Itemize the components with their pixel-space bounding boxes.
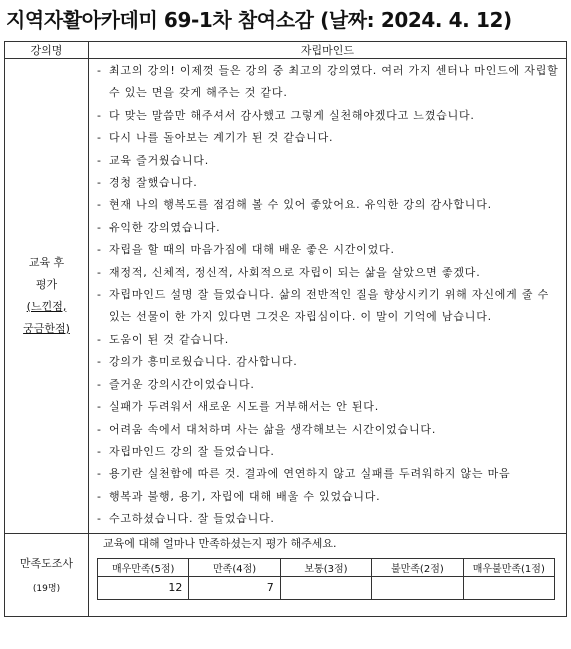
comments-cell bbox=[89, 59, 567, 534]
score-value: 12 bbox=[98, 576, 189, 599]
score-header-row bbox=[98, 558, 555, 576]
satisfaction-label-cell bbox=[5, 533, 89, 616]
score-value bbox=[280, 576, 371, 599]
satisfaction-label: 만족도조사 bbox=[19, 557, 74, 571]
feedback-table bbox=[4, 41, 567, 617]
comment-item: - 다시 나를 돌아보는 계기가 된 것 같습니다. bbox=[95, 127, 560, 149]
score-header: 불만족(2점) bbox=[372, 558, 463, 576]
comment-item: - 교육 즐거웠습니다. bbox=[95, 150, 560, 172]
comment-item: - 다 맞는 말씀만 해주셔서 감사했고 그렇게 실천해야겠다고 느꼈습니다. bbox=[95, 105, 560, 127]
evaluation-row bbox=[5, 59, 567, 534]
comment-item: - 실패가 두려워서 새로운 시도를 거부해서는 안 된다. bbox=[95, 396, 560, 418]
satisfaction-row bbox=[5, 533, 567, 616]
score-value-row bbox=[98, 576, 555, 599]
score-value bbox=[372, 576, 463, 599]
column-header-lecture: 강의명 bbox=[5, 42, 89, 59]
comment-item: - 용기란 실천함에 따른 것. 결과에 연연하지 않고 실패를 두려워하지 않는 마음 bbox=[95, 463, 560, 485]
column-header-topic: 자립마인드 bbox=[89, 42, 567, 59]
evaluation-label bbox=[5, 59, 89, 534]
comment-item: - 재정적, 신체적, 정신적, 사회적으로 자립이 되는 삶을 살았으면 좋겠다. bbox=[95, 262, 560, 284]
comments-list bbox=[95, 60, 560, 531]
score-header: 매우만족(5점) bbox=[98, 558, 189, 576]
comment-item: - 어려움 속에서 대처하며 사는 삶을 생각해보는 시간이었습니다. bbox=[95, 419, 560, 441]
score-header: 만족(4점) bbox=[189, 558, 280, 576]
satisfaction-cell bbox=[89, 533, 567, 616]
evaluation-label-line: (느낀점, bbox=[26, 299, 67, 313]
score-table bbox=[97, 558, 555, 600]
respondent-count: (19명) bbox=[32, 584, 61, 595]
evaluation-label-line: 평가 bbox=[35, 277, 58, 291]
comment-item: - 강의가 흥미로웠습니다. 감사합니다. bbox=[95, 351, 560, 373]
comment-item: - 자립마인드 강의 잘 들었습니다. bbox=[95, 441, 560, 463]
score-header: 매우불만족(1점) bbox=[463, 558, 554, 576]
comment-item: - 즐거운 강의시간이었습니다. bbox=[95, 374, 560, 396]
comment-item: - 현재 나의 행복도를 점검해 볼 수 있어 좋았어요. 유익한 강의 감사합니다. bbox=[95, 194, 560, 216]
score-value: 7 bbox=[189, 576, 280, 599]
satisfaction-question: 교육에 대해 얼마나 만족하셨는지 평가 해주세요. bbox=[103, 536, 337, 550]
comment-item: - 수고하셨습니다. 잘 들었습니다. bbox=[95, 508, 560, 530]
comment-item: - 유익한 강의였습니다. bbox=[95, 217, 560, 239]
page-title: 지역자활아카데미 69-1차 참여소감 (날짜: 2024. 4. 12) bbox=[6, 8, 512, 32]
comment-item: - 최고의 강의! 이제껏 들은 강의 중 최고의 강의였다. 여러 가지 센터나 마인드에 자립할 수 있는 면을 갖게 해주는 것 같다. bbox=[95, 60, 560, 105]
table-header-row bbox=[5, 42, 567, 59]
score-header: 보통(3점) bbox=[280, 558, 371, 576]
comment-item: - 도움이 된 것 같습니다. bbox=[95, 329, 560, 351]
evaluation-label-line: 교육 후 bbox=[28, 255, 65, 269]
comment-item: - 자립마인드 설명 잘 들었습니다. 삶의 전반적인 질을 향상시키기 위해 자신에게 줄 수 있는 선물이 한 가지 있다면 그것은 자립심이다. 이 말이 기억에 남습니다. bbox=[95, 284, 560, 329]
evaluation-label-line: 궁금한점) bbox=[23, 321, 70, 335]
comment-item: - 행복과 불행, 용기, 자립에 대해 배울 수 있었습니다. bbox=[95, 486, 560, 508]
comment-item: - 경청 잘했습니다. bbox=[95, 172, 560, 194]
score-value bbox=[463, 576, 554, 599]
comment-item: - 자립을 할 때의 마음가짐에 대해 배운 좋은 시간이었다. bbox=[95, 239, 560, 261]
